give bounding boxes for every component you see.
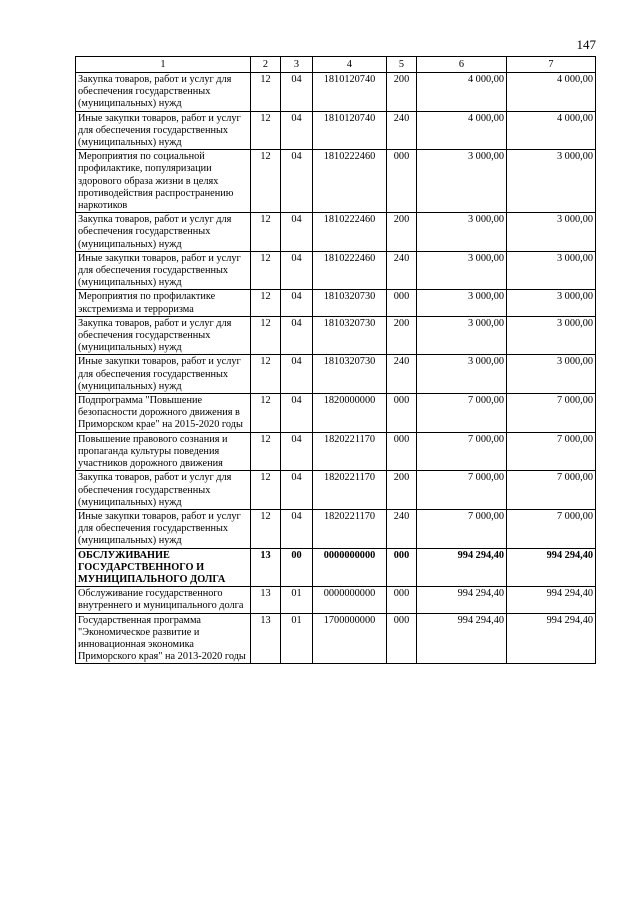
cell-target-article: 1810120740 [313,73,387,112]
cell-amount-1: 994 294,40 [417,587,507,613]
cell-subsection: 01 [281,613,313,664]
table-row [76,355,596,394]
cell-subsection: 04 [281,111,313,150]
cell-subsection: 01 [281,587,313,613]
cell-name: Иные закупки товаров, работ и услуг для обеспечения государственных (муниципальных) нужд [76,111,251,150]
cell-target-article: 1810222460 [313,251,387,290]
cell-subsection: 04 [281,355,313,394]
table-row [76,432,596,471]
cell-amount-1: 7 000,00 [417,394,507,433]
cell-expense-type: 240 [387,251,417,290]
cell-target-article: 1810320730 [313,290,387,316]
cell-amount-2: 7 000,00 [507,471,596,510]
cell-name: Закупка товаров, работ и услуг для обеспечения государственных (муниципальных) нужд [76,471,251,510]
table-row [76,73,596,112]
header-row [76,57,596,73]
cell-amount-2: 3 000,00 [507,213,596,252]
cell-expense-type: 000 [387,613,417,664]
cell-amount-2: 7 000,00 [507,509,596,548]
cell-section: 12 [251,471,281,510]
table-row [76,150,596,213]
cell-name: Обслуживание государственного внутреннего и муниципального долга [76,587,251,613]
cell-amount-1: 3 000,00 [417,316,507,355]
header-col-7: 7 [507,57,596,73]
table-row [76,509,596,548]
cell-name: Закупка товаров, работ и услуг для обеспечения государственных (муниципальных) нужд [76,213,251,252]
cell-name: ОБСЛУЖИВАНИЕ ГОСУДАРСТВЕННОГО И МУНИЦИПАЛЬНОГО ДОЛГА [76,548,251,587]
cell-amount-2: 994 294,40 [507,587,596,613]
cell-amount-2: 4 000,00 [507,111,596,150]
table-row [76,613,596,664]
cell-subsection: 00 [281,548,313,587]
cell-section: 13 [251,548,281,587]
cell-amount-1: 7 000,00 [417,509,507,548]
cell-amount-1: 3 000,00 [417,290,507,316]
cell-expense-type: 000 [387,548,417,587]
cell-target-article: 1700000000 [313,613,387,664]
cell-subsection: 04 [281,432,313,471]
cell-expense-type: 200 [387,213,417,252]
cell-expense-type: 000 [387,432,417,471]
table-row [76,587,596,613]
cell-name: Иные закупки товаров, работ и услуг для обеспечения государственных (муниципальных) нужд [76,251,251,290]
cell-target-article: 1810320730 [313,316,387,355]
cell-amount-2: 3 000,00 [507,316,596,355]
cell-name: Мероприятия по профилактике экстремизма и терроризма [76,290,251,316]
cell-section: 12 [251,290,281,316]
cell-amount-2: 4 000,00 [507,73,596,112]
cell-name: Подпрограмма "Повышение безопасности дорожного движения в Приморском крае" на 2015-2020 годы [76,394,251,433]
table-row [76,548,596,587]
cell-name: Иные закупки товаров, работ и услуг для обеспечения государственных (муниципальных) нужд [76,509,251,548]
cell-amount-1: 3 000,00 [417,251,507,290]
cell-section: 12 [251,509,281,548]
header-col-5: 5 [387,57,417,73]
cell-expense-type: 240 [387,355,417,394]
budget-table [75,56,596,664]
cell-target-article: 1820221170 [313,471,387,510]
cell-name: Государственная программа "Экономическое развитие и инновационная экономика Приморского края" на 2013-2020 годы [76,613,251,664]
cell-amount-2: 3 000,00 [507,251,596,290]
cell-amount-1: 7 000,00 [417,471,507,510]
table-row [76,290,596,316]
header-col-6: 6 [417,57,507,73]
cell-expense-type: 240 [387,509,417,548]
cell-section: 12 [251,73,281,112]
cell-section: 12 [251,111,281,150]
cell-amount-1: 994 294,40 [417,548,507,587]
header-col-1: 1 [76,57,251,73]
table-row [76,394,596,433]
cell-amount-2: 3 000,00 [507,290,596,316]
cell-subsection: 04 [281,471,313,510]
table-row [76,471,596,510]
cell-expense-type: 000 [387,394,417,433]
cell-subsection: 04 [281,213,313,252]
cell-target-article: 0000000000 [313,548,387,587]
cell-section: 13 [251,613,281,664]
table-row [76,213,596,252]
cell-amount-1: 3 000,00 [417,355,507,394]
cell-expense-type: 000 [387,150,417,213]
cell-expense-type: 000 [387,290,417,316]
cell-amount-2: 3 000,00 [507,150,596,213]
cell-amount-2: 994 294,40 [507,548,596,587]
cell-expense-type: 240 [387,111,417,150]
cell-subsection: 04 [281,316,313,355]
page-number: 147 [576,37,596,52]
cell-target-article: 1820000000 [313,394,387,433]
cell-amount-2: 7 000,00 [507,394,596,433]
cell-target-article: 1810222460 [313,213,387,252]
cell-subsection: 04 [281,290,313,316]
cell-section: 12 [251,394,281,433]
cell-section: 12 [251,355,281,394]
header-col-2: 2 [251,57,281,73]
cell-amount-1: 3 000,00 [417,150,507,213]
cell-target-article: 0000000000 [313,587,387,613]
header-col-3: 3 [281,57,313,73]
cell-expense-type: 000 [387,587,417,613]
cell-target-article: 1810320730 [313,355,387,394]
cell-expense-type: 200 [387,73,417,112]
cell-name: Закупка товаров, работ и услуг для обеспечения государственных (муниципальных) нужд [76,316,251,355]
cell-amount-2: 3 000,00 [507,355,596,394]
cell-section: 12 [251,316,281,355]
cell-amount-1: 7 000,00 [417,432,507,471]
header-col-4: 4 [313,57,387,73]
cell-amount-1: 4 000,00 [417,73,507,112]
cell-section: 13 [251,587,281,613]
cell-expense-type: 200 [387,316,417,355]
cell-target-article: 1810222460 [313,150,387,213]
cell-subsection: 04 [281,251,313,290]
cell-target-article: 1820221170 [313,509,387,548]
cell-subsection: 04 [281,394,313,433]
cell-section: 12 [251,251,281,290]
cell-amount-1: 4 000,00 [417,111,507,150]
cell-target-article: 1820221170 [313,432,387,471]
cell-section: 12 [251,213,281,252]
cell-section: 12 [251,432,281,471]
cell-subsection: 04 [281,509,313,548]
cell-name: Повышение правового сознания и пропаганда культуры поведения участников дорожного движения [76,432,251,471]
cell-name: Закупка товаров, работ и услуг для обеспечения государственных (муниципальных) нужд [76,73,251,112]
cell-name: Иные закупки товаров, работ и услуг для обеспечения государственных (муниципальных) нужд [76,355,251,394]
table-row [76,111,596,150]
table-row [76,316,596,355]
cell-amount-1: 994 294,40 [417,613,507,664]
table-row [76,251,596,290]
cell-target-article: 1810120740 [313,111,387,150]
table-body [76,73,596,664]
cell-amount-1: 3 000,00 [417,213,507,252]
cell-name: Мероприятия по социальной профилактике, популяризации здорового образа жизни в целях противодействия распространению наркотиков [76,150,251,213]
cell-amount-2: 7 000,00 [507,432,596,471]
cell-subsection: 04 [281,150,313,213]
cell-subsection: 04 [281,73,313,112]
cell-expense-type: 200 [387,471,417,510]
cell-section: 12 [251,150,281,213]
cell-amount-2: 994 294,40 [507,613,596,664]
